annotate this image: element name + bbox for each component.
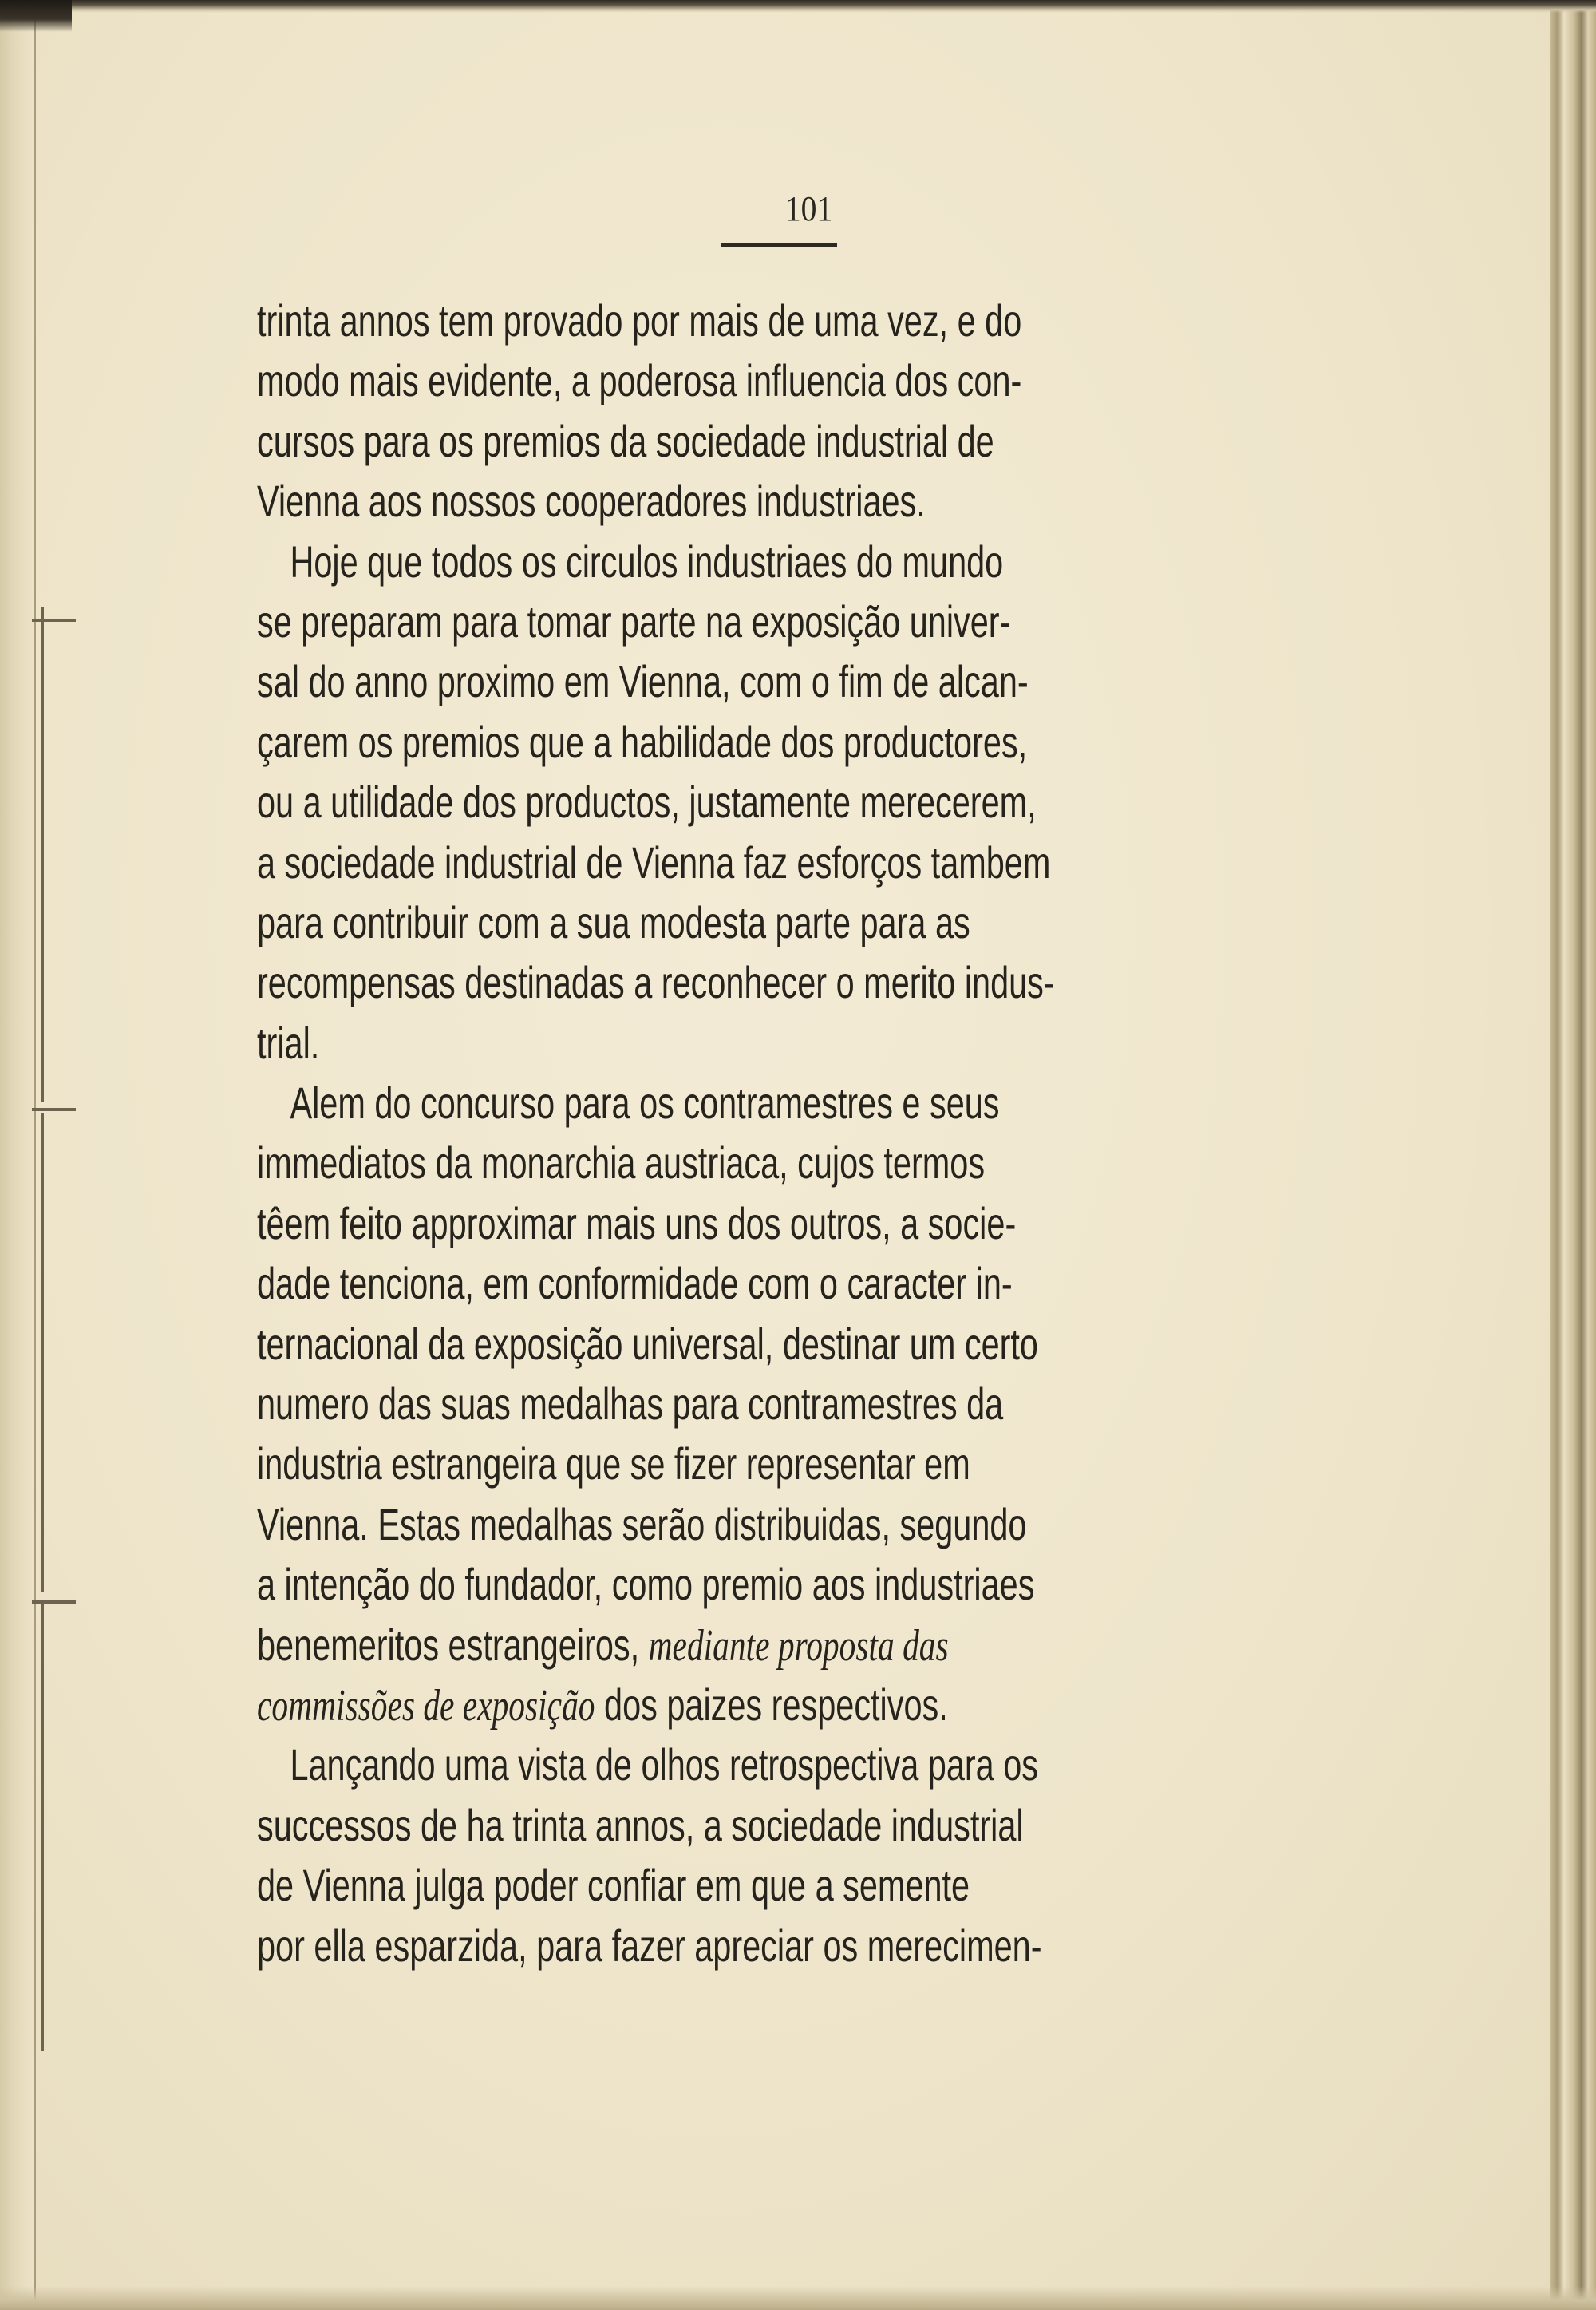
page-edge-top [0,0,1596,13]
text-line: immediatos da monarchia austriaca, cujos termos [257,1137,986,1189]
binding-edge-left [0,0,36,2310]
text-line: successos de ha trinta annos, a sociedade industrial [257,1799,1024,1850]
margin-line [41,1113,44,1592]
margin-line [41,1604,44,2051]
text-line: dade tenciona, em conformidade com o caracter in- [257,1258,1013,1309]
text-line: modo mais evidente, a poderosa influencia dos con- [257,355,1022,406]
text-line: Alem do concurso para os contramestres e seus [290,1078,1000,1129]
text-line: para contribuir com a sua modesta parte para as [257,896,970,947]
text-line: se preparam para tomar parte na exposição univer- [257,595,1011,647]
italic-run: commissões de exposição [257,1680,595,1731]
text-line: ou a utilidade dos productos, justamente merecerem, [257,777,1037,828]
text-line: Vienna. Estas medalhas serão distribuidas, segundo [257,1498,1027,1549]
margin-mark [32,619,76,622]
text-line: Lançando uma vista de olhos retrospectiva para os [290,1739,1039,1790]
page-corner-top [0,0,72,32]
text-line: a sociedade industrial de Vienna faz esforços tambem [257,837,1051,888]
roman-run: dos paizes respectivos. [595,1679,948,1730]
text-line: a intenção do fundador, como premio aos industriaes [257,1559,1035,1610]
header-rule [721,243,837,247]
page-edge-bottom [0,2286,1596,2310]
text-line: de Vienna julga poder confiar em que a semente [257,1860,970,1911]
roman-run: benemeritos estrangeiros, [257,1619,649,1670]
text-line: trial. [257,1017,320,1068]
text-line: cursos para os premios da sociedade industrial de [257,415,994,466]
margin-mark [32,1108,76,1111]
margin-mark [32,1600,76,1604]
text-line: çarem os premios que a habilidade dos productores, [257,716,1028,767]
page-edges-right [1550,0,1596,2310]
text-line: ternacional da exposição universal, destinar um certo [257,1318,1038,1369]
margin-line [41,607,44,1102]
text-line: sal do anno proximo em Vienna, com o fim de alcan- [257,656,1029,707]
text-line: industria estrangeira que se fizer representar em [257,1438,970,1489]
italic-run: mediante proposta das [648,1620,949,1671]
body-text [257,291,1318,1976]
text-line: recompensas destinadas a reconhecer o merito indus- [257,957,1055,1008]
text-line: numero das suas medalhas para contramestres da [257,1378,1004,1430]
text-line: Vienna aos nossos cooperadores industriaes. [257,476,926,527]
text-line: por ella esparzida, para fazer apreciar os merecimen- [257,1920,1042,1971]
text-line: têem feito approximar mais uns dos outros, a socie- [257,1197,1017,1248]
text-line: trinta annos tem provado por mais de uma vez, e do [257,295,1022,346]
text-line: Hoje que todos os circulos industriaes do mundo [290,536,1004,587]
page-number: 101 [784,189,833,228]
text-line-mixed [257,1615,1042,1675]
text-line-mixed [257,1675,1042,1734]
